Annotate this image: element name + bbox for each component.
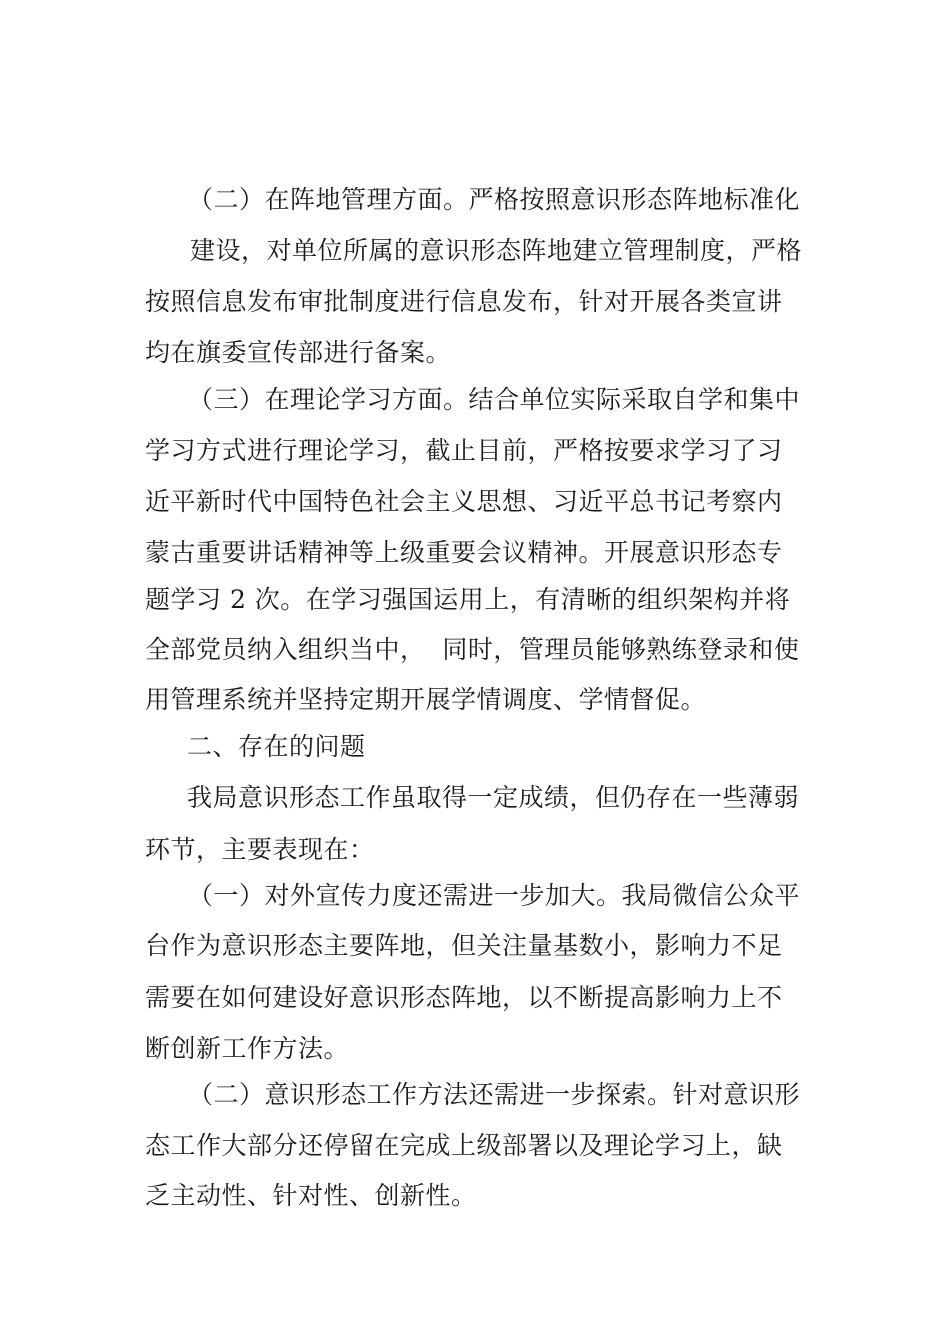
paragraph-line: 态工作大部分还停留在完成上级部署以及理论学习上，缺	[145, 1131, 783, 1160]
paragraph-line: （二）意识形态工作方法还需进一步探索。针对意识形	[188, 1080, 801, 1109]
paragraph-line: 全部党员纳入组织当中， 同时，管理员能够熟练登录和使	[145, 635, 800, 664]
paragraph-line: 用管理系统并坚持定期开展学情调度、学情督促。	[145, 685, 707, 714]
section-heading: 二、存在的问题	[187, 732, 366, 761]
paragraph-line: （一）对外宣传力度还需进一步加大。我局微信公众平	[188, 881, 801, 910]
paragraph-line: 学习方式进行理论学习，截止目前，严格按要求学习了习	[145, 436, 783, 465]
paragraph-line: 台作为意识形态主要阵地，但关注量基数小，影响力不足	[145, 931, 783, 960]
paragraph-line: 近平新时代中国特色社会主义思想、习近平总书记考察内	[145, 487, 783, 516]
paragraph-line: （三）在理论学习方面。结合单位实际采取自学和集中	[188, 385, 801, 414]
paragraph-line: 按照信息发布审批制度进行信息发布，针对开展各类宣讲	[145, 287, 783, 316]
paragraph-line: 乏主动性、针对性、创新性。	[145, 1181, 477, 1210]
paragraph-line: 题学习 2 次。在学习强国运用上，有清晰的组织架构并将	[145, 585, 791, 614]
paragraph-line: 均在旗委宣传部进行备案。	[145, 338, 452, 367]
paragraph-line: 蒙古重要讲话精神等上级重要会议精神。开展意识形态专	[145, 538, 783, 567]
paragraph-line: （二）在阵地管理方面。严格按照意识形态阵地标准化	[188, 185, 801, 214]
paragraph-line: 我局意识形态工作虽取得一定成绩，但仍存在一些薄弱	[187, 783, 800, 812]
paragraph-line: 需要在如何建设好意识形态阵地，以不断提高影响力上不	[145, 983, 783, 1012]
paragraph-line: 环节，主要表现在：	[145, 835, 375, 864]
paragraph-line: 断创新工作方法。	[145, 1034, 350, 1063]
paragraph-line: 建设，对单位所属的意识形态阵地建立管理制度，严格	[190, 236, 803, 265]
